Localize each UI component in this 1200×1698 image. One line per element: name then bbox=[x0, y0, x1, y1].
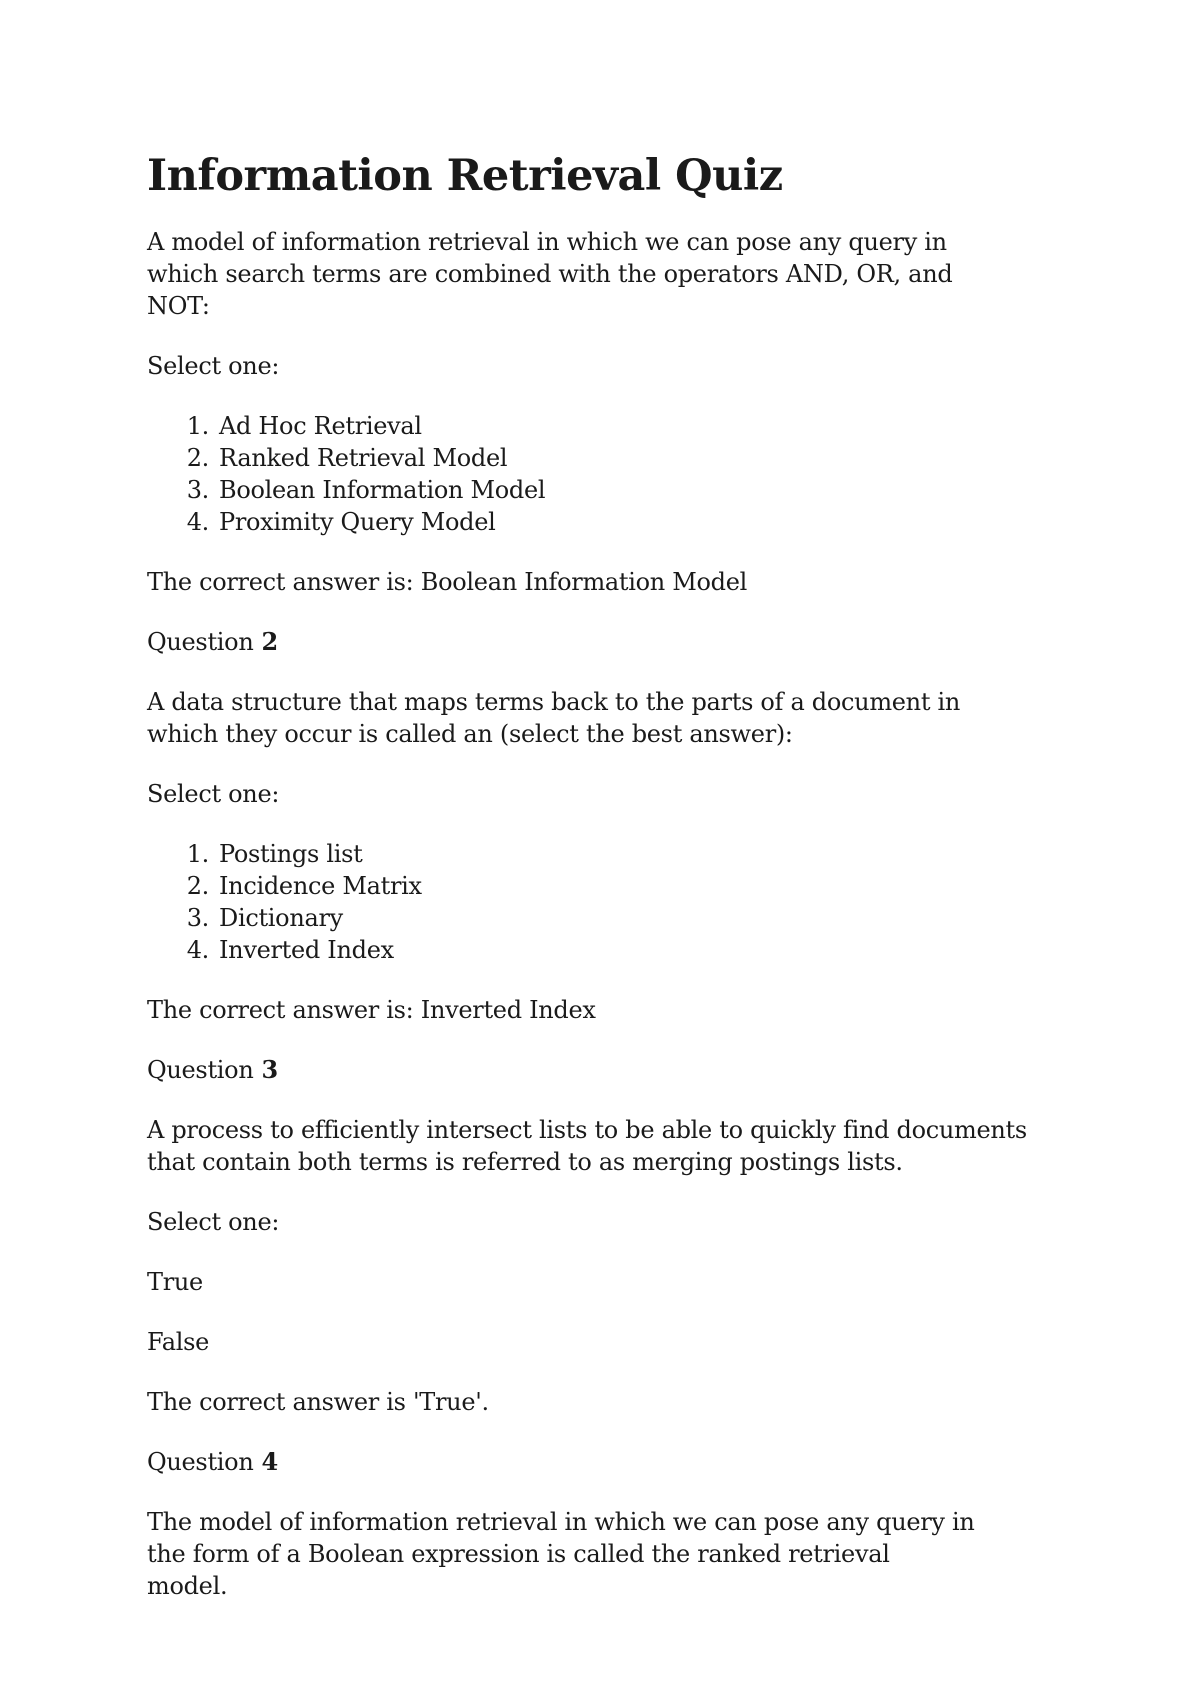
q2-option-2: 2. Incidence Matrix bbox=[186, 872, 422, 900]
q3-heading: Question 3 bbox=[147, 1055, 278, 1084]
q1-text: A model of information retrieval in which we can pose any query in which search terms are combined with the operators AND, OR, and NOT: bbox=[147, 228, 953, 320]
document-page bbox=[147, 150, 1087, 1630]
q2-option-4: 4. Inverted Index bbox=[186, 936, 394, 964]
q2-answer: The correct answer is: Inverted Index bbox=[147, 996, 596, 1024]
q4-text: The model of information retrieval in which we can pose any query in the form of a Boolean expression is called the ranked retrieval model. bbox=[147, 1508, 975, 1600]
q3-select-label: Select one: bbox=[147, 1208, 280, 1236]
q2-option-1: 1. Postings list bbox=[186, 840, 363, 868]
page-title: Information Retrieval Quiz bbox=[147, 151, 783, 201]
q1-select-label: Select one: bbox=[147, 352, 280, 380]
q1-option-4: 4. Proximity Query Model bbox=[186, 508, 496, 536]
q3-option-false: False bbox=[147, 1328, 210, 1356]
q4-heading: Question 4 bbox=[147, 1447, 278, 1476]
q3-option-true: True bbox=[147, 1268, 203, 1296]
q2-options bbox=[147, 838, 1087, 966]
q1-options bbox=[147, 410, 1087, 538]
q1-option-3: 3. Boolean Information Model bbox=[186, 476, 546, 504]
q2-heading: Question 2 bbox=[147, 627, 278, 656]
q3-text: A process to efficiently intersect lists to be able to quickly find documents that contain both terms is referred to as merging postings lists. bbox=[147, 1116, 1027, 1176]
q2-text: A data structure that maps terms back to the parts of a document in which they occur is called an (select the best answer): bbox=[147, 688, 961, 748]
q1-option-2: 2. Ranked Retrieval Model bbox=[186, 444, 508, 472]
q3-answer: The correct answer is 'True'. bbox=[147, 1388, 489, 1416]
q2-select-label: Select one: bbox=[147, 780, 280, 808]
q2-option-3: 3. Dictionary bbox=[186, 904, 343, 932]
q1-answer: The correct answer is: Boolean Information Model bbox=[147, 568, 748, 596]
q1-option-1: 1. Ad Hoc Retrieval bbox=[186, 412, 422, 440]
